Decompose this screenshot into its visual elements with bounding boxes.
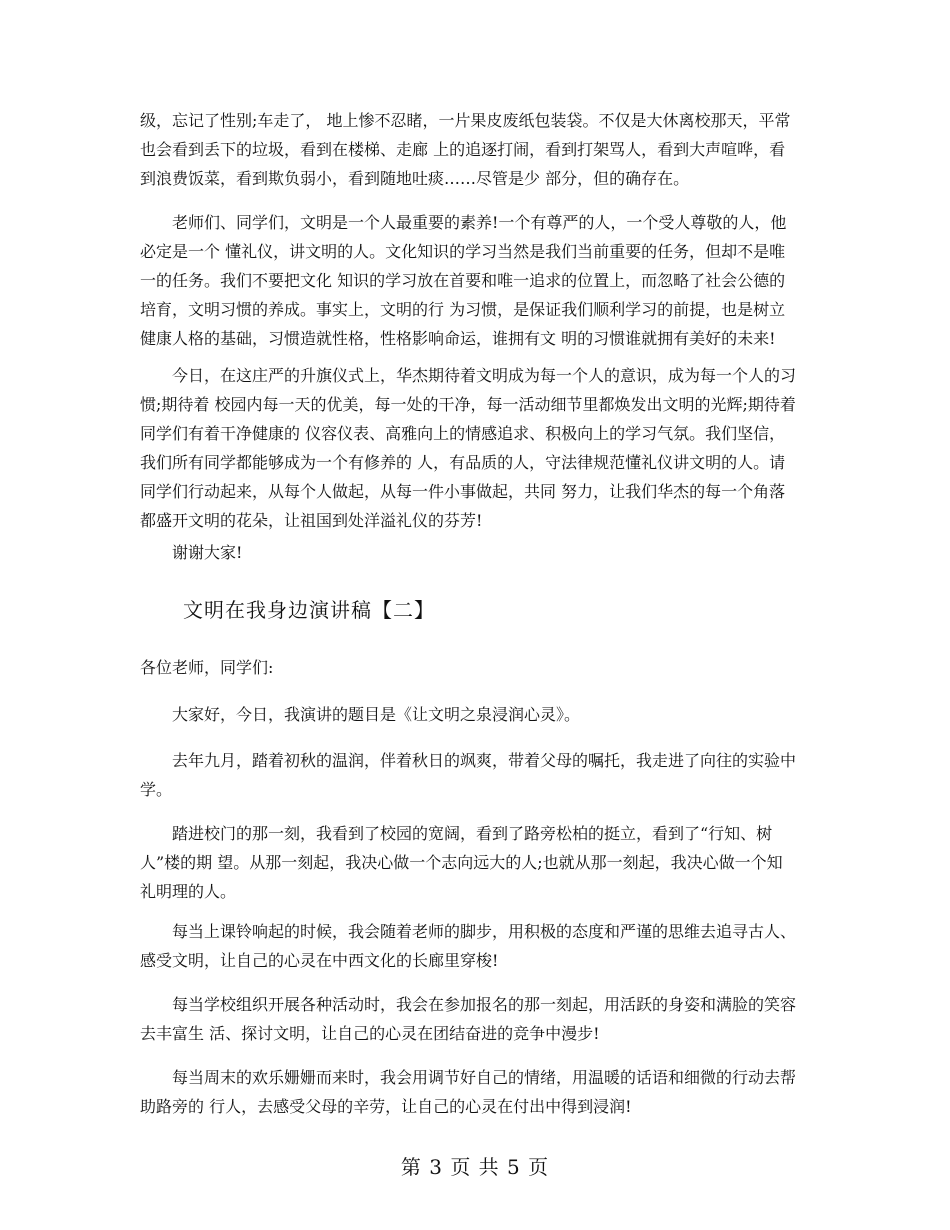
text-line: 每当上课铃响起的时候，我会随着老师的脚步，用积极的态度和严谨的思维去追寻古人、 bbox=[172, 922, 797, 941]
paragraph-school-gate bbox=[140, 819, 815, 906]
text-line: 大家好，今日，我演讲的题目是《让文明之泉浸润心灵》。 bbox=[172, 705, 581, 724]
text-line: 级，忘记了性别;车走了， 地上惨不忍睹，一片果皮废纸包装袋。不仅是大休离校那天，平常 bbox=[140, 111, 791, 130]
text-line: 各位老师，同学们: bbox=[140, 658, 274, 677]
paragraph-september bbox=[140, 746, 815, 804]
text-line: 去丰富生 活、探讨文明，让自己的心灵在团结奋进的竞争中漫步! bbox=[140, 1024, 600, 1043]
text-line: 去年九月，踏着初秋的温润，伴着秋日的飒爽，带着父母的嘱托，我走进了向往的实验中 bbox=[172, 751, 797, 770]
text-line: 健康人格的基础，习惯造就性格，性格影响命运，谁拥有文 明的习惯谁就拥有美好的未来! bbox=[140, 329, 776, 348]
paragraph-thanks bbox=[140, 538, 815, 567]
page-number-footer: 第 3 页 共 5 页 bbox=[400, 1155, 550, 1179]
text-line: 踏进校门的那一刻，我看到了校园的宽阔，看到了路旁松柏的挺立，看到了“行知、树 bbox=[172, 824, 773, 843]
section-heading: 文明在我身边演讲稿【二】 bbox=[183, 598, 435, 622]
paragraph-2 bbox=[140, 208, 815, 353]
text-line: 人”楼的期 望。从那一刻起，我决心做一个志向远大的人;也就从那一刻起，我决心做一个知 bbox=[140, 853, 783, 872]
text-line: 同学们有着干净健康的 仪容仪表、高雅向上的情感追求、积极向上的学习气氛。我们坚信， bbox=[140, 424, 786, 443]
text-line: 感受文明，让自己的心灵在中西文化的长廊里穿梭! bbox=[140, 951, 499, 970]
text-line: 也会看到丢下的垃圾，看到在楼梯、走廊 上的追逐打闹，看到打架骂人，看到大声喧哗，看 bbox=[140, 140, 786, 159]
text-line: 谢谢大家! bbox=[172, 543, 243, 562]
text-line: 老师们、同学们，文明是一个人最重要的素养!一个有尊严的人，一个受人尊敬的人，他 bbox=[172, 213, 787, 232]
paragraph-3 bbox=[140, 361, 815, 535]
text-line: 学。 bbox=[140, 780, 173, 799]
paragraph-topic bbox=[140, 700, 815, 729]
text-line: 都盛开文明的花朵，让祖国到处洋溢礼仪的芬芳! bbox=[140, 511, 483, 530]
paragraph-activities bbox=[140, 990, 815, 1048]
text-line: 惯;期待着 校园内每一天的优美，每一处的干净，每一活动细节里都焕发出文明的光辉;期待着 bbox=[140, 395, 796, 414]
text-line: 我们所有同学都能够成为一个有修养的 人，有品质的人，守法律规范懂礼仪讲文明的人。请 bbox=[140, 453, 786, 472]
text-line: 一的任务。我们不要把文化 知识的学习放在首要和唯一追求的位置上，而忽略了社会公德的 bbox=[140, 271, 786, 290]
paragraph-1 bbox=[140, 106, 815, 193]
text-line: 助路旁的 行人，去感受父母的辛劳，让自己的心灵在付出中得到浸润! bbox=[140, 1097, 632, 1116]
text-line: 每当周末的欢乐姗姗而来时，我会用调节好自己的情绪，用温暖的话语和细微的行动去帮 bbox=[172, 1068, 797, 1087]
text-line: 同学们行动起来，从每个人做起，从每一件小事做起，共同 努力，让我们华杰的每一个角落 bbox=[140, 482, 786, 501]
text-line: 每当学校组织开展各种活动时，我会在参加报名的那一刻起，用活跃的身姿和满脸的笑容 bbox=[172, 995, 797, 1014]
text-line: 到浪费饭菜，看到欺负弱小，看到随地吐痰……尽管是少 部分，但的确存在。 bbox=[140, 169, 690, 188]
paragraph-greeting bbox=[140, 653, 815, 682]
text-line: 今日，在这庄严的升旗仪式上，华杰期待着文明成为每一个人的意识，成为每一个人的习 bbox=[172, 366, 797, 385]
paragraph-class-bell bbox=[140, 917, 815, 975]
text-line: 培育，文明习惯的养成。事实上，文明的行 为习惯，是保证我们顺利学习的前提，也是树立 bbox=[140, 300, 786, 319]
paragraph-weekend bbox=[140, 1063, 815, 1121]
text-line: 必定是一个 懂礼仪，讲文明的人。文化知识的学习当然是我们当前重要的任务，但却不是唯 bbox=[140, 242, 786, 261]
text-line: 礼明理的人。 bbox=[140, 882, 237, 901]
